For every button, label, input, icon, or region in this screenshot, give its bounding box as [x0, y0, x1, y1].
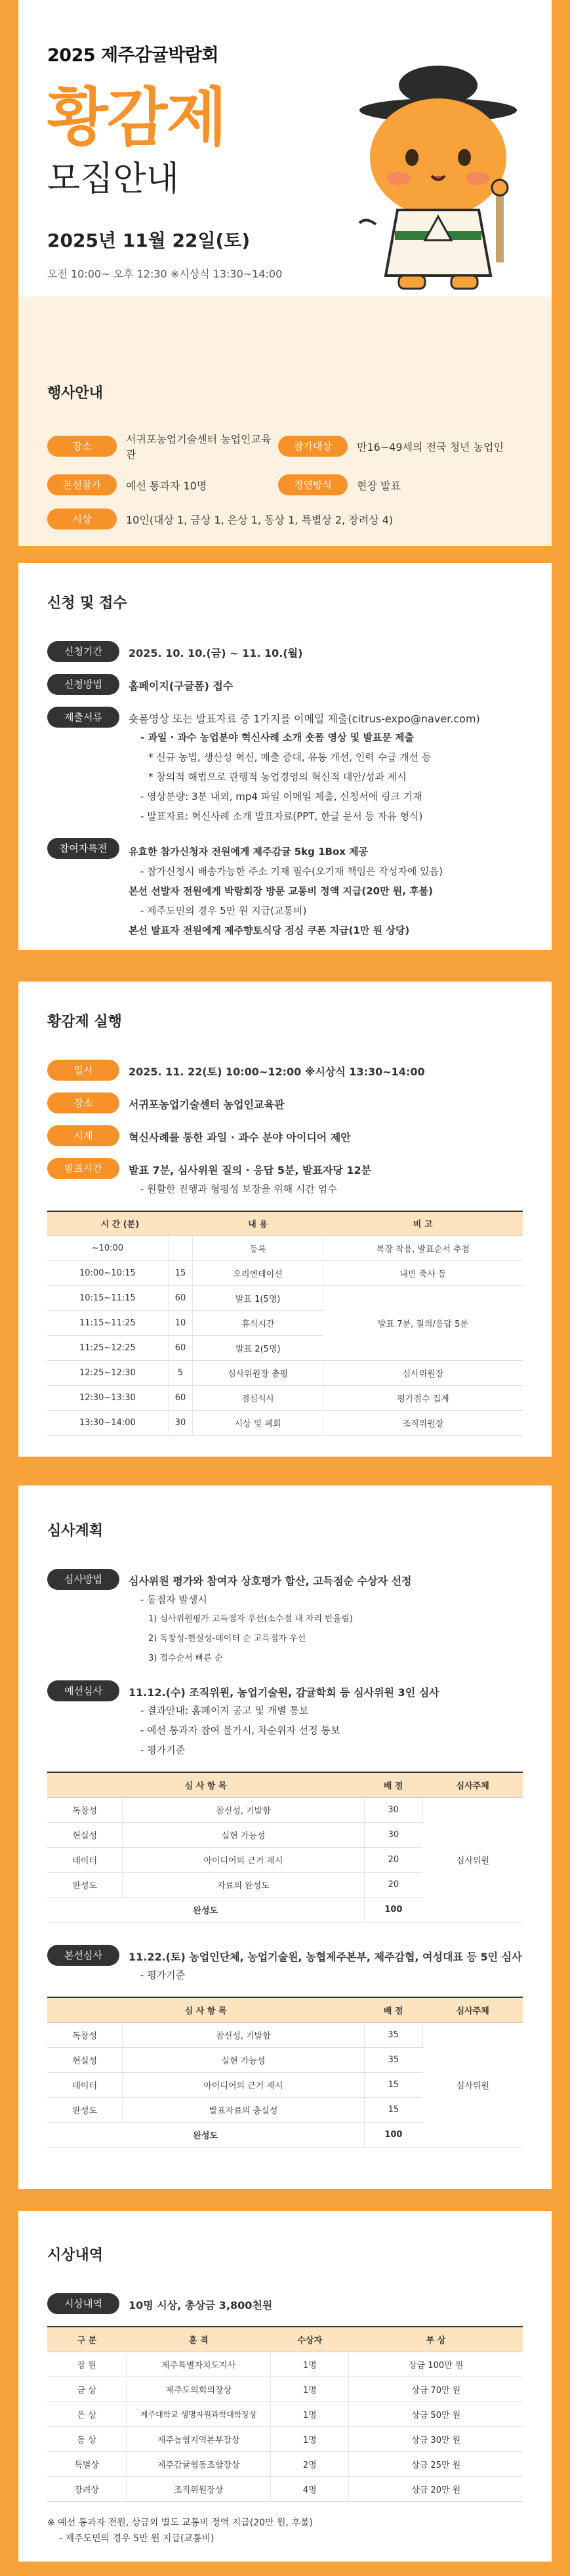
label-final: 본선심사 — [47, 1945, 119, 1966]
value-award: 10인(대상 1, 금상 1, 은상 1, 동상 1, 특별상 2, 장려상 4) — [126, 513, 394, 526]
review-title: 심사계획 — [47, 1523, 104, 1539]
cell: 데이터 — [47, 1847, 123, 1872]
award-note: ※ 예선 통과자 전원, 상금외 별도 교통비 정액 지급(20만 원, 후불) — [47, 2517, 313, 2528]
th: 심사주체 — [422, 1997, 523, 2022]
review-line: - 동점자 발생시 — [140, 1593, 207, 1606]
cell: 제주도의회의장상 — [127, 2377, 271, 2401]
cell: 아이디어의 근거 제시 — [123, 2072, 364, 2097]
event-row — [47, 431, 523, 461]
cell: 동 상 — [47, 2426, 127, 2451]
cell: 은 상 — [47, 2401, 127, 2426]
label-docs: 제출서류 — [47, 707, 119, 728]
cell: 아이디어의 근거 제시 — [123, 1847, 364, 1872]
cell: 4명 — [271, 2476, 349, 2501]
review-line: - 예선 통과자 참여 불가시, 차순위자 선정 통보 — [140, 1724, 340, 1737]
cell: 100 — [364, 1897, 422, 1922]
cell: 제주감귤협동조합장상 — [127, 2451, 271, 2476]
exec-place: 서귀포농업기술센터 농업인교육관 — [129, 1098, 285, 1111]
event-row — [47, 474, 523, 495]
cell: 35 — [364, 2047, 422, 2072]
cell: 1명 — [271, 2401, 349, 2426]
cell: 제주농협지역본부장상 — [127, 2426, 271, 2451]
cell: 30 — [364, 1822, 422, 1847]
cell: 2명 — [271, 2451, 349, 2476]
cell: 35 — [364, 2022, 422, 2047]
cell: 심사위원장 총평 — [193, 1361, 323, 1386]
exec-time: 발표 7분, 심사위원 질의 · 응답 5분, 발표자당 12분 — [129, 1164, 372, 1176]
label-award: 시상내역 — [47, 2293, 119, 2314]
award-card — [18, 2211, 552, 2562]
cell: 완성도 — [47, 1872, 123, 1897]
cell: 상금 20만 원 — [349, 2476, 523, 2501]
review-line: - 평가기준 — [140, 1744, 186, 1756]
exec-card — [18, 982, 552, 1457]
th: 훈 격 — [127, 2327, 271, 2352]
table-row — [47, 1286, 523, 1311]
cell — [168, 1236, 192, 1261]
exec-topic: 혁신사례를 통한 과일 · 과수 분야 아이디어 제안 — [129, 1131, 351, 1144]
docs-line: - 과일 · 과수 농업분야 혁신사례 소개 숏폼 영상 및 발표문 제출 — [140, 731, 415, 743]
table-row — [47, 1261, 523, 1286]
th: 부 상 — [349, 2327, 523, 2352]
cell: 심사위원장 — [323, 1361, 523, 1386]
table-row — [47, 2476, 523, 2501]
cell: ~10:00 — [47, 1236, 168, 1261]
subtitle: 모집안내 — [47, 159, 179, 199]
cell: 등록 — [193, 1236, 323, 1261]
value-target: 만16~49세의 전국 청년 농업인 — [357, 440, 504, 453]
cell: 완성도 — [47, 1897, 364, 1922]
cell: 1명 — [271, 2426, 349, 2451]
cell: 5 — [168, 1361, 192, 1386]
cell: 제주특별자치도지사 — [127, 2352, 271, 2377]
cell: 참신성, 기발함 — [123, 1797, 364, 1822]
th-note: 비 고 — [323, 1211, 523, 1236]
benefit-line: 본선 선발자 전원에게 박람회장 방문 교통비 정액 지급(20만 원, 후불) — [129, 884, 434, 897]
cell: 10:00~10:15 — [47, 1261, 168, 1286]
cell: 데이터 — [47, 2072, 123, 2097]
label-pre: 예선심사 — [47, 1680, 119, 1701]
cell: 30 — [168, 1411, 192, 1436]
th: 심사주체 — [422, 1772, 523, 1797]
table-row — [47, 2401, 523, 2426]
cell: 13:30~14:00 — [47, 1411, 168, 1436]
exec-title: 황감제 실행 — [47, 1014, 122, 1030]
cell: 60 — [168, 1286, 192, 1311]
cell: 30 — [364, 1797, 422, 1822]
docs-line: - 영상분량: 3분 내외, mp4 파일 이메일 제출, 신청서에 링크 기재 — [140, 790, 422, 802]
docs-line: * 신규 농법, 생산성 혁신, 매출 증대, 유통 개선, 인력 수급 개선 등 — [148, 751, 432, 763]
review-line: 3) 접수순서 빠른 순 — [148, 1653, 223, 1663]
exec-row — [47, 1158, 523, 1199]
review-line: - 평가기준 — [140, 1969, 186, 1982]
table-row — [47, 1361, 523, 1386]
value-method: 현장 발표 — [357, 479, 401, 492]
cell: 장려상 — [47, 2476, 127, 2501]
review-row — [47, 1569, 523, 1669]
event-info-card — [18, 349, 552, 546]
exec-time-note: - 원활한 진행과 형평성 보장을 위해 시간 엄수 — [140, 1182, 337, 1195]
apply-row — [47, 707, 523, 826]
table-row — [47, 1386, 523, 1411]
cell: 1명 — [271, 2352, 349, 2377]
apply-card — [18, 563, 552, 950]
cell: 시상 및 폐회 — [193, 1411, 323, 1436]
cell: 15 — [364, 2072, 422, 2097]
cell: 상금 70만 원 — [349, 2377, 523, 2401]
cell: 독창성 — [47, 1797, 123, 1822]
review-card — [18, 1485, 552, 2189]
cell: 특별상 — [47, 2451, 127, 2476]
cell: 조직위원장상 — [127, 2476, 271, 2501]
apply-row — [47, 838, 523, 940]
review-pre: 11.12.(수) 조직위원, 농업기술원, 감귤학회 등 심사위원 3인 심사 — [129, 1686, 439, 1699]
label-place: 장소 — [47, 436, 117, 457]
apply-method: 홈페이지(구글폼) 접수 — [129, 680, 234, 692]
award-summary: 10명 시상, 총상금 3,800천원 — [129, 2299, 273, 2312]
cell: 12:30~13:30 — [47, 1386, 168, 1411]
th: 심 사 항 목 — [47, 1772, 364, 1797]
event-row — [47, 509, 523, 530]
exec-row — [47, 1125, 523, 1146]
schedule-table — [47, 1211, 523, 1436]
cell: 실현 가능성 — [123, 1822, 364, 1847]
cell: 현실성 — [47, 2047, 123, 2072]
review-row — [47, 1680, 523, 1760]
cell: 참신성, 기발함 — [123, 2022, 364, 2047]
cell: 휴식시간 — [193, 1311, 323, 1336]
cell: 평가점수 집계 — [323, 1386, 523, 1411]
th-content: 내 용 — [193, 1211, 323, 1236]
table-row — [47, 2022, 523, 2047]
docs-line: * 창의적 해법으로 관행적 농업경영의 혁신적 대안/성과 제시 — [148, 770, 407, 783]
cell: 금 상 — [47, 2377, 127, 2401]
docs-line: - 발표자료: 혁신사례 소개 발표자료(PPT, 한글 문서 등 자유 형식) — [140, 810, 423, 822]
label-final: 본선참가 — [47, 474, 117, 495]
th: 배 점 — [364, 1772, 422, 1797]
apply-docs: 숏폼영상 또는 발표자료 중 1가지를 이메일 제출(citrus-expo@naver.com) — [129, 713, 480, 725]
label-review-method: 심사방법 — [47, 1569, 119, 1590]
benefit-line: 본선 발표자 전원에게 제주향토식당 점심 쿠폰 지급(1만 원 상당) — [129, 924, 410, 936]
cell: 20 — [364, 1872, 422, 1897]
cell: 제주대학교 생명자원과학대학장상 — [127, 2401, 271, 2426]
exhibit-title: 2025 제주감귤박람회 — [47, 45, 219, 66]
table-row — [47, 2352, 523, 2377]
cell: 11:15~11:25 — [47, 1311, 168, 1336]
award-title: 시상내역 — [47, 2247, 104, 2264]
event-date: 2025년 11월 22일(토) — [47, 230, 251, 251]
cell: 15 — [364, 2097, 422, 2122]
cell: 조직위원장 — [323, 1411, 523, 1436]
final-criteria-table — [47, 1997, 523, 2148]
review-line: - 결과안내: 홈페이지 공고 및 개별 통보 — [140, 1705, 309, 1717]
review-line: 1) 심사위원평가 고득점자 우선(소수점 내 자리 반올림) — [148, 1613, 353, 1624]
cell: 현실성 — [47, 1822, 123, 1847]
cell: 상금 30만 원 — [349, 2426, 523, 2451]
award-note: - 제주도민의 경우 5만 원 지급(교통비) — [59, 2533, 214, 2544]
th: 수상자 — [271, 2327, 349, 2352]
label-award: 시상 — [47, 509, 117, 530]
th: 심 사 항 목 — [47, 1997, 364, 2022]
cell: 복장 착용, 발표순서 추첨 — [323, 1236, 523, 1261]
table-row — [47, 2377, 523, 2401]
cell: 심사위원 — [422, 1797, 523, 1922]
cell: 15 — [168, 1261, 192, 1286]
cell: 오리엔테이션 — [193, 1261, 323, 1286]
cell: 12:25~12:30 — [47, 1361, 168, 1386]
cell: 상금 100만 원 — [349, 2352, 523, 2377]
label-method: 경연방식 — [278, 474, 348, 495]
benefit-line: - 제주도민의 경우 5만 원 지급(교통비) — [140, 904, 307, 917]
hero-divider — [18, 297, 552, 349]
th-time: 시 간 (분) — [47, 1211, 193, 1236]
cell: 발표 1(5명) — [193, 1286, 323, 1311]
cell: 완성도 — [47, 2097, 123, 2122]
apply-period: 2025. 10. 10.(금) ~ 11. 10.(월) — [129, 647, 303, 659]
cell: 11:25~12:25 — [47, 1336, 168, 1361]
cell: 장 원 — [47, 2352, 127, 2377]
table-row — [47, 1797, 523, 1822]
exec-row — [47, 1092, 523, 1113]
table-row — [47, 2426, 523, 2451]
table-row — [47, 2451, 523, 2476]
hero-card — [18, 0, 552, 349]
cell: 발표 2(5명) — [193, 1336, 323, 1361]
value-place: 서귀포농업기술센터 농업인교육관 — [126, 433, 272, 461]
mascot-illustration — [340, 59, 537, 302]
apply-title: 신청 및 접수 — [47, 595, 127, 612]
review-method: 심사위원 평가와 참여자 상호평가 합산, 고득점순 수상자 선정 — [129, 1575, 412, 1587]
award-table — [47, 2326, 523, 2502]
label-topic: 시제 — [47, 1125, 119, 1146]
label-target: 참가대상 — [278, 436, 348, 457]
table-row — [47, 1411, 523, 1436]
cell: 심사위원 — [422, 2022, 523, 2147]
table-row — [47, 1236, 523, 1261]
label-period: 신청기간 — [47, 641, 119, 662]
cell: 60 — [168, 1386, 192, 1411]
cell: 1명 — [271, 2377, 349, 2401]
event-time: 오전 10:00~ 오후 12:30 ※시상식 13:30~14:00 — [47, 268, 283, 280]
th: 배 점 — [364, 1997, 422, 2022]
label-place: 장소 — [47, 1092, 119, 1113]
value-final: 예선 통과자 10명 — [126, 479, 207, 492]
apply-row — [47, 674, 523, 695]
label-date: 일시 — [47, 1060, 119, 1081]
event-info-title: 행사안내 — [47, 385, 104, 402]
cell: 자료의 완성도 — [123, 1872, 364, 1897]
label-time: 발표시간 — [47, 1158, 119, 1179]
cell: 20 — [364, 1847, 422, 1872]
benefit-line: - 참가신청시 배송가능한 주소 기재 필수(오기재 책임은 작성자에 있음) — [140, 865, 443, 877]
review-row — [47, 1945, 523, 1985]
review-line: 2) 독창성-현실성-데이터 순 고득점자 우선 — [148, 1633, 306, 1644]
cell: 상금 50만 원 — [349, 2401, 523, 2426]
apply-row — [47, 641, 523, 662]
cell: 10:15~11:15 — [47, 1286, 168, 1311]
award-row — [47, 2293, 523, 2314]
cell: 완성도 — [47, 2122, 364, 2147]
cell: 10 — [168, 1311, 192, 1336]
review-final: 11.22.(토) 농업인단체, 농업기술원, 농협제주본부, 제주감협, 여성대표 등 5인 심사 — [129, 1950, 522, 1963]
exec-row — [47, 1060, 523, 1081]
pre-criteria-table — [47, 1772, 523, 1922]
label-method: 신청방법 — [47, 674, 119, 695]
label-benefit: 참여자특전 — [47, 838, 119, 859]
cell: 실현 가능성 — [123, 2047, 364, 2072]
cell: 독창성 — [47, 2022, 123, 2047]
cell: 60 — [168, 1336, 192, 1361]
benefit-line: 유효한 참가신청자 전원에게 제주감귤 5kg 1Box 제공 — [129, 845, 369, 858]
th: 구 분 — [47, 2327, 127, 2352]
main-title: 황감제 — [47, 81, 226, 154]
cell: 100 — [364, 2122, 422, 2147]
exec-date: 2025. 11. 22(토) 10:00~12:00 ※시상식 13:30~14:00 — [129, 1066, 425, 1078]
cell: 상금 25만 원 — [349, 2451, 523, 2476]
cell: 발표 7분, 질의/응답 5분 — [323, 1286, 523, 1361]
cell: 점심식사 — [193, 1386, 323, 1411]
cell: 내빈 축사 등 — [323, 1261, 523, 1286]
cell: 발표자료의 충실성 — [123, 2097, 364, 2122]
